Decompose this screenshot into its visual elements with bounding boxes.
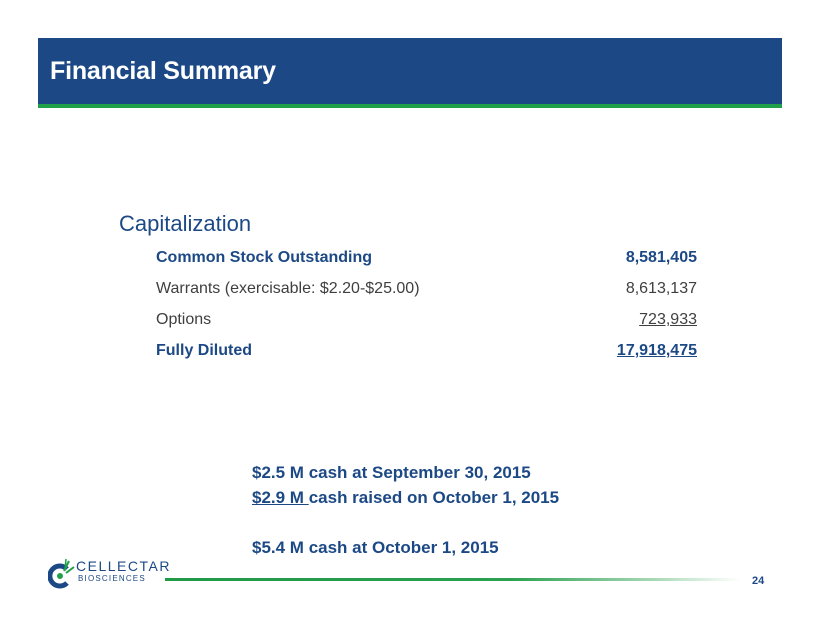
logo-subtitle: BIOSCIENCES bbox=[78, 574, 146, 583]
cap-row-label: Warrants (exercisable: $2.20-$25.00) bbox=[156, 280, 420, 297]
cash-raised-text: cash raised on October 1, 2015 bbox=[308, 488, 560, 507]
cap-row-warrants bbox=[156, 280, 697, 304]
cap-row-value: 8,581,405 bbox=[625, 249, 697, 266]
cap-row-value: 8,613,137 bbox=[625, 280, 697, 297]
cap-row-common-stock bbox=[156, 249, 697, 273]
cash-line-october: $5.4 M cash at October 1, 2015 bbox=[252, 538, 499, 557]
page-title: Financial Summary bbox=[50, 57, 276, 85]
cap-row-options bbox=[156, 311, 697, 335]
cash-line-september: $2.5 M cash at September 30, 2015 bbox=[252, 463, 531, 482]
cap-row-label: Options bbox=[156, 311, 212, 328]
footer-line bbox=[165, 578, 740, 581]
cash-line-raised bbox=[252, 488, 559, 508]
cap-row-fully-diluted bbox=[156, 342, 697, 366]
logo-name: CELLECTAR bbox=[76, 558, 171, 574]
cash-raised-amount: $2.9 M bbox=[252, 488, 309, 507]
capitalization-heading: Capitalization bbox=[119, 211, 252, 236]
cap-row-label: Fully Diluted bbox=[156, 342, 252, 359]
header-accent-line bbox=[38, 104, 782, 108]
cap-row-value: 17,918,475 bbox=[616, 342, 697, 359]
cap-row-value: 723,933 bbox=[639, 311, 697, 328]
cap-row-label: Common Stock Outstanding bbox=[156, 249, 372, 266]
cellectar-logo bbox=[48, 553, 178, 593]
logo-mark-icon bbox=[48, 555, 78, 589]
page-number: 24 bbox=[752, 575, 765, 587]
